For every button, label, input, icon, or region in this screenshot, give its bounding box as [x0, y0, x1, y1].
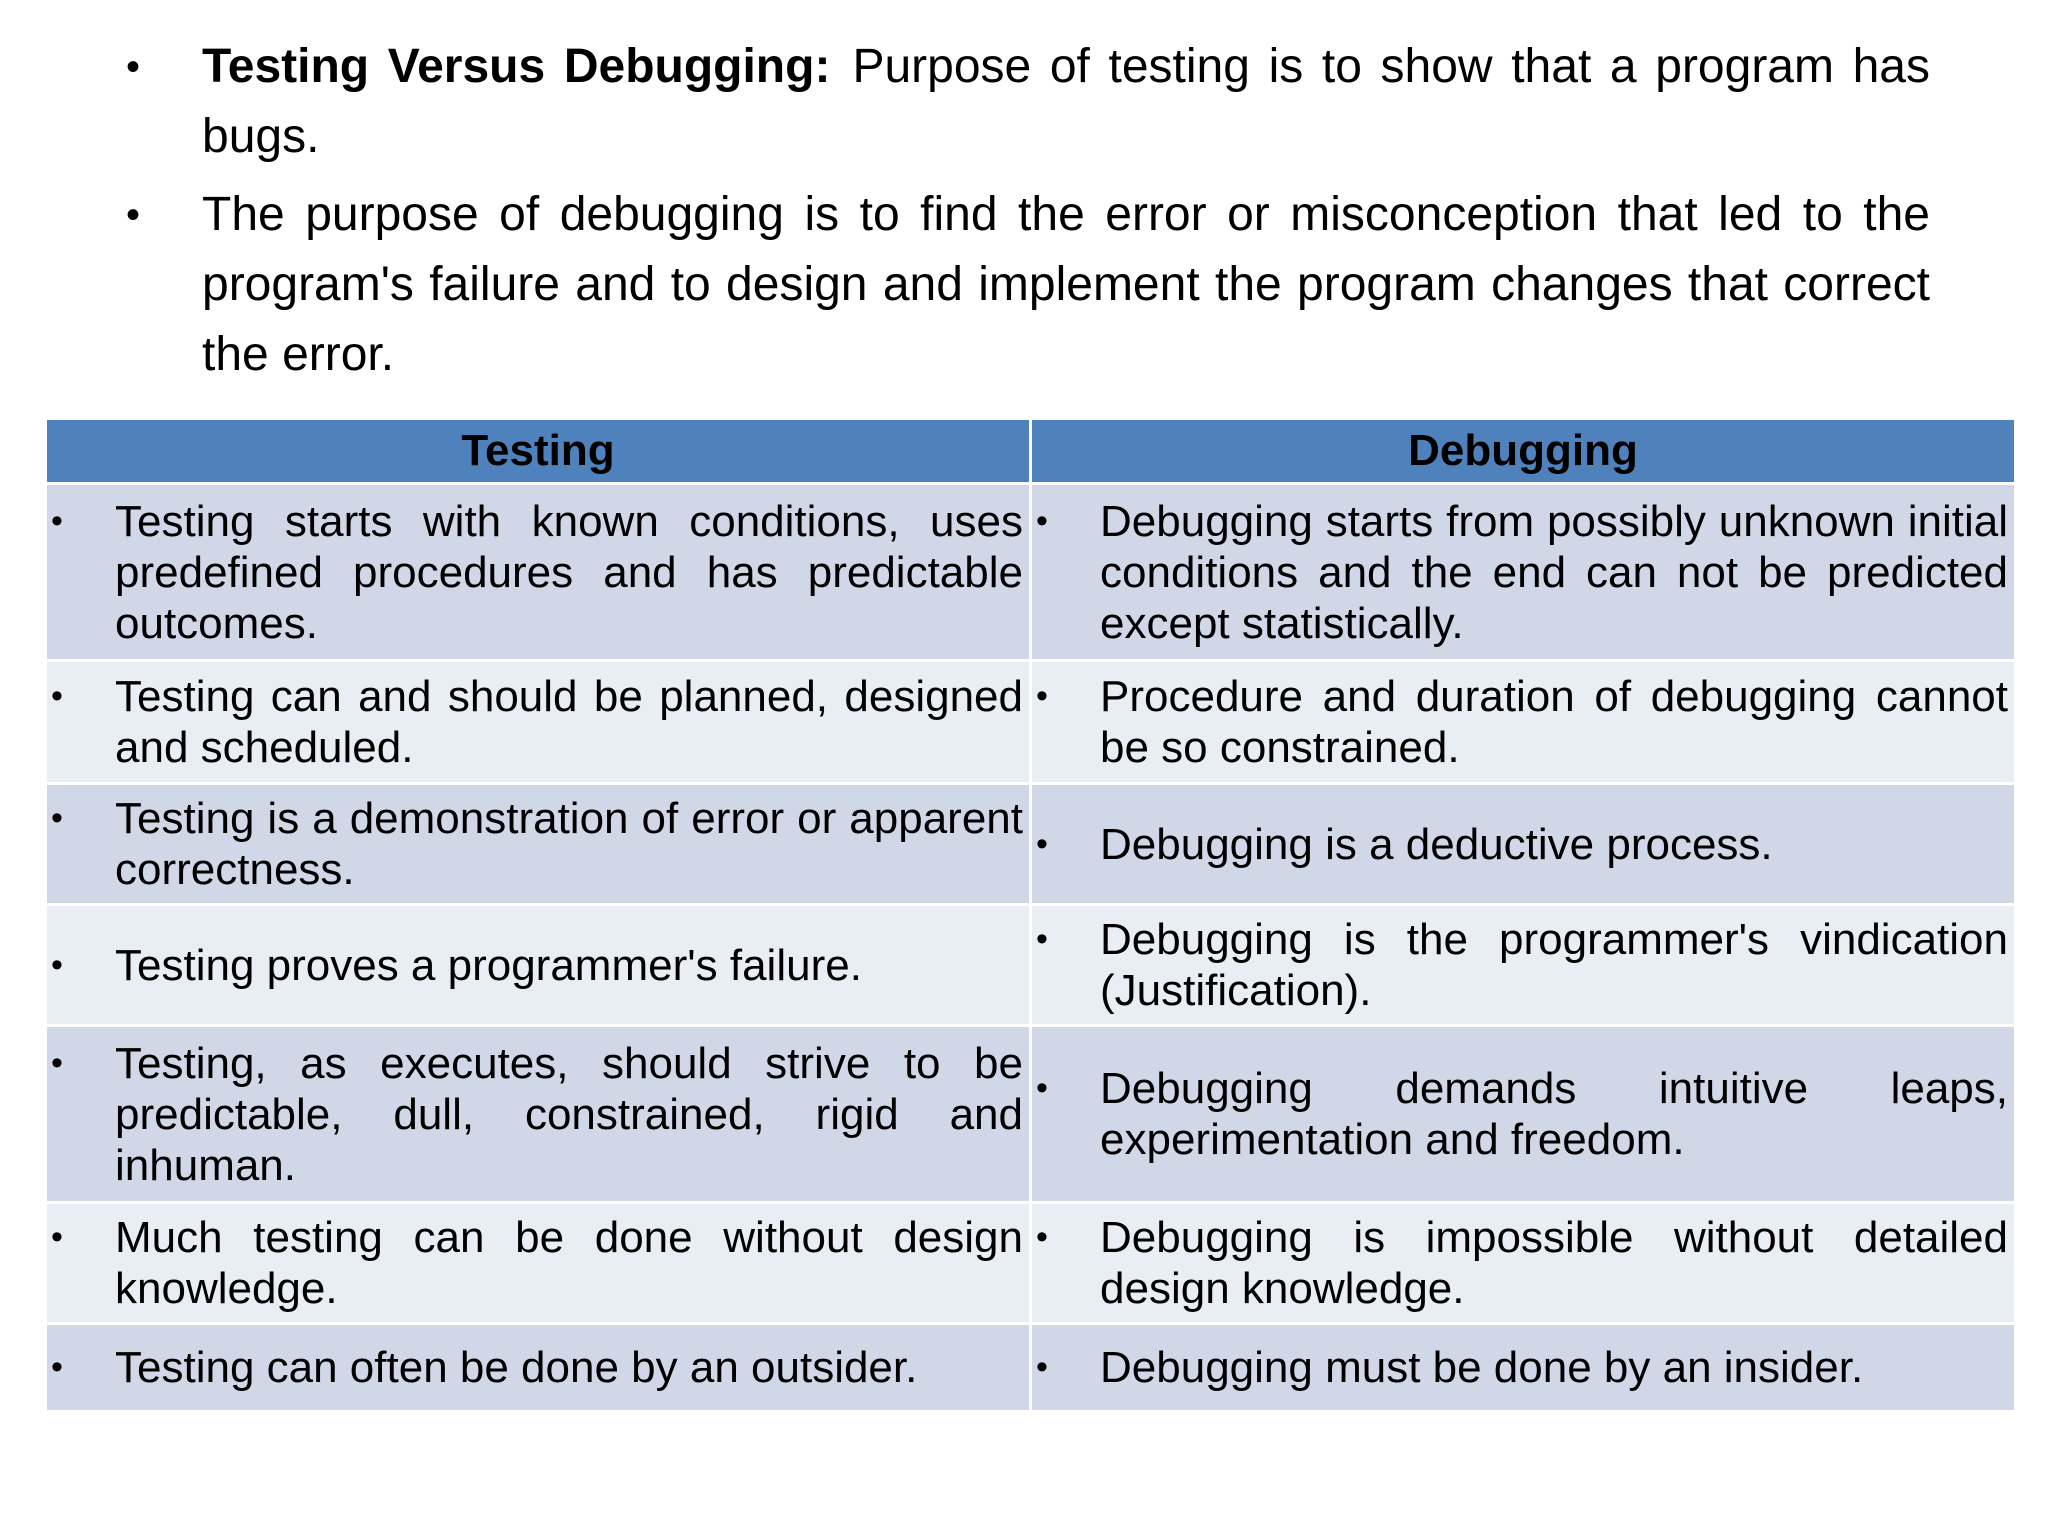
- column-header-testing: Testing: [46, 419, 1031, 484]
- intro-bullet-list: [118, 32, 1930, 398]
- table-row: [46, 1203, 2016, 1324]
- bullet-icon: •: [51, 1218, 63, 1256]
- intro-item-text: Purpose of testing is to show that a program has bugs.: [202, 40, 1930, 163]
- cell-text: Procedure and duration of debugging cannot be so constrained.: [1100, 672, 2008, 772]
- column-header-debugging: Debugging: [1031, 419, 2016, 484]
- intro-item-purpose-of-debugging: [118, 180, 1930, 390]
- testing-cell: [46, 484, 1031, 661]
- bullet-icon: •: [1036, 824, 1048, 863]
- cell-text: Testing can and should be planned, designed and scheduled.: [115, 672, 1023, 772]
- cell-text: Debugging starts from possibly unknown initial conditions and the end can not be predicted except statistically.: [1100, 496, 2008, 648]
- cell-text: Debugging demands intuitive leaps, experimentation and freedom.: [1100, 1064, 2008, 1164]
- cell-text: Testing can often be done by an outsider.: [115, 1343, 918, 1392]
- intro-item-heading: Testing Versus Debugging:: [202, 40, 831, 93]
- testing-cell: [46, 1026, 1031, 1203]
- testing-cell: [46, 784, 1031, 905]
- cell-text: Testing, as executes, should strive to be predictable, dull, constrained, rigid and inhuman.: [115, 1038, 1023, 1190]
- debugging-cell: [1031, 1026, 2016, 1203]
- bullet-icon: •: [51, 1348, 63, 1386]
- cell-text: Testing is a demonstration of error or apparent correctness.: [115, 794, 1023, 894]
- debugging-cell: [1031, 484, 2016, 661]
- cell-text: Testing starts with known conditions, uses predefined procedures and has predictable outcomes.: [115, 496, 1023, 648]
- testing-cell: [46, 1324, 1031, 1412]
- bullet-icon: •: [1036, 1069, 1048, 1107]
- debugging-cell: [1031, 784, 2016, 905]
- testing-cell: [46, 905, 1031, 1026]
- table-row: [46, 1324, 2016, 1412]
- cell-text: Much testing can be done without design knowledge.: [115, 1213, 1023, 1313]
- testing-cell: [46, 661, 1031, 784]
- bullet-icon: •: [51, 677, 63, 715]
- debugging-cell: [1031, 1324, 2016, 1412]
- cell-text: Debugging is impossible without detailed design knowledge.: [1100, 1213, 2008, 1313]
- intro-item-text: The purpose of debugging is to find the error or misconception that led to the program's failure and to design and implement the program changes that correct the error.: [202, 188, 1930, 381]
- bullet-icon: •: [1036, 501, 1048, 540]
- table-row: [46, 661, 2016, 784]
- cell-text: Debugging is a deductive process.: [1100, 819, 1773, 869]
- bullet-icon: •: [1036, 920, 1048, 958]
- bullet-icon: •: [51, 945, 63, 984]
- bullet-icon: •: [126, 45, 141, 89]
- bullet-icon: •: [1036, 1218, 1048, 1256]
- bullet-icon: •: [51, 799, 63, 837]
- table-row: [46, 484, 2016, 661]
- bullet-icon: •: [1036, 677, 1048, 715]
- bullet-icon: •: [1036, 1348, 1048, 1386]
- table-row: [46, 1026, 2016, 1203]
- debugging-cell: [1031, 905, 2016, 1026]
- cell-text: Testing proves a programmer's failure.: [115, 940, 862, 990]
- bullet-icon: •: [126, 193, 141, 237]
- cell-text: Debugging must be done by an insider.: [1100, 1343, 1864, 1392]
- table-header-row: [46, 419, 2016, 484]
- testing-cell: [46, 1203, 1031, 1324]
- bullet-icon: •: [51, 1043, 63, 1082]
- cell-text: Debugging is the programmer's vindication (Justification).: [1100, 915, 2008, 1015]
- intro-item-testing-vs-debugging: [118, 32, 1930, 172]
- debugging-cell: [1031, 661, 2016, 784]
- bullet-icon: •: [51, 501, 63, 540]
- table-row: [46, 905, 2016, 1026]
- comparison-table: [44, 417, 2017, 1413]
- table-row: [46, 784, 2016, 905]
- debugging-cell: [1031, 1203, 2016, 1324]
